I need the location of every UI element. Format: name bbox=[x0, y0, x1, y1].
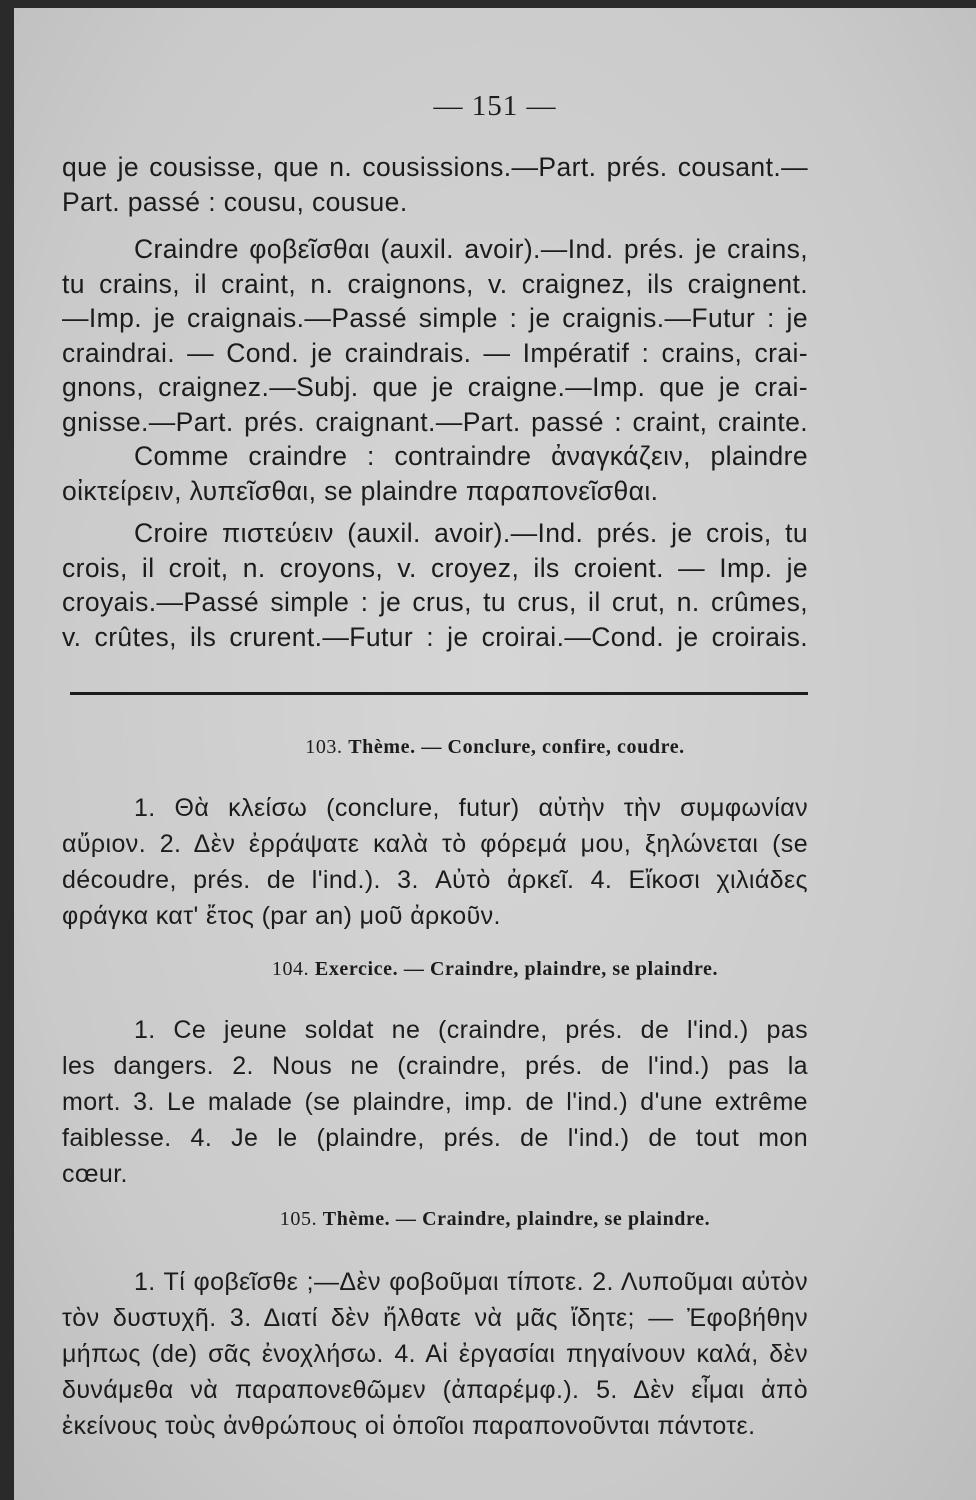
text-line: que je cousisse, que n. cousissions.—Part. prés. cousant.— bbox=[62, 152, 808, 182]
text-line: les dangers. 2. Nous ne (craindre, prés. de l'ind.) pas la bbox=[62, 1052, 808, 1080]
text-line: οἰκτείρειν, λυπεῖσθαι, se plaindre παραπονεῖσθαι. bbox=[62, 475, 659, 506]
section-104-body bbox=[62, 1012, 808, 1192]
croire-entry bbox=[62, 516, 808, 654]
text-line: craindrai. — Cond. je craindrais. — Impératif : crains, crai- bbox=[62, 337, 808, 368]
section-title: — Craindre, plaindre, se plaindre. bbox=[403, 958, 719, 980]
text-line: tu crains, il craint, n. craignons, v. craignez, ils craignent. bbox=[62, 268, 808, 299]
section-title: — Craindre, plaindre, se plaindre. bbox=[395, 1208, 711, 1230]
page-number: — 151 — bbox=[433, 90, 557, 122]
text-line: Craindre φοβεῖσθαι (auxil. avoir).—Ind. prés. je crains, bbox=[134, 234, 808, 264]
text-line: 1. Θὰ κλείσω (conclure, futur) αὐτὴν τὴν συμφωνίαν bbox=[134, 794, 808, 822]
text-line: —Imp. je craignais.—Passé simple : je craignis.—Futur : je bbox=[62, 303, 808, 333]
text-line: 1. Τί φοβεῖσθε ;—Δὲν φοβοῦμαι τίποτε. 2. Λυποῦμαι αὐτὸν bbox=[134, 1268, 808, 1296]
text-line: φράγκα κατ' ἔτος (par an) μοῦ ἀρκοῦν. bbox=[62, 902, 501, 930]
text-line: crois, il croit, n. croyons, v. croyez, ils croient. — Imp. je bbox=[62, 552, 808, 583]
text-line: mort. 3. Le malade (se plaindre, imp. de l'ind.) d'une extrême bbox=[62, 1088, 808, 1116]
text-line: Croire πιστεύειν (auxil. avoir).—Ind. prés. je crois, tu bbox=[134, 518, 808, 548]
text-line: Part. passé : cousu, cousue. bbox=[62, 186, 408, 217]
section-number: 103. bbox=[305, 736, 343, 758]
section-105-heading bbox=[14, 1208, 976, 1231]
text-line: 1. Ce jeune soldat ne (craindre, prés. de l'ind.) pas bbox=[134, 1016, 808, 1044]
text-line: αὔριον. 2. Δὲν ἐρράψατε καλὰ τὸ φόρεμά μου, ξηλώνεται (se bbox=[62, 830, 808, 858]
text-line: τὸν δυστυχῆ. 3. Διατί δὲν ἤλθατε νὰ μᾶς ἴδητε; — Ἐφοβήθην bbox=[62, 1304, 808, 1332]
section-number: 104. bbox=[271, 958, 310, 980]
text-line: cœur. bbox=[62, 1160, 128, 1188]
craindre-entry bbox=[62, 232, 808, 508]
continuation-paragraph bbox=[62, 150, 808, 219]
section-title: — Conclure, confire, coudre. bbox=[421, 736, 685, 758]
text-line: faiblesse. 4. Je le (plaindre, prés. de l'ind.) de tout mon bbox=[62, 1124, 808, 1152]
section-103-heading bbox=[14, 736, 976, 759]
text-line: μήπως (de) σᾶς ἐνοχλήσω. 4. Αἱ ἐργασίαι πηγαίνουν καλά, δὲν bbox=[62, 1340, 808, 1368]
text-line: gnons, craignez.—Subj. que je craigne.—Imp. que je crai- bbox=[62, 372, 808, 402]
text-line: δυνάμεθα νὰ παραπονεθῶμεν (ἀπαρέμφ.). 5. Δὲν εἶμαι ἀπὸ bbox=[62, 1376, 808, 1404]
section-kind: Thème. bbox=[348, 736, 416, 758]
section-104-heading bbox=[14, 958, 976, 981]
section-divider bbox=[70, 692, 808, 695]
section-105-body bbox=[62, 1264, 808, 1444]
text-line: croyais.—Passé simple : je crus, tu crus, il crut, n. crûmes, bbox=[62, 587, 808, 617]
section-103-body bbox=[62, 790, 808, 934]
section-kind: Exercice. bbox=[314, 958, 399, 980]
section-kind: Thème. bbox=[322, 1208, 391, 1230]
text-line: ἐκείνους τοὺς ἀνθρώπους οἱ ὁποῖοι παραπονοῦνται πάντοτε. bbox=[62, 1412, 756, 1440]
book-page bbox=[14, 8, 976, 1500]
text-line: gnisse.—Part. prés. craignant.—Part. passé : craint, crainte. bbox=[62, 406, 808, 437]
section-number: 105. bbox=[279, 1208, 318, 1230]
text-line: découdre, prés. de l'ind.). 3. Αὐτὸ ἀρκεῖ. 4. Εἴκοσι χιλιάδες bbox=[62, 866, 808, 894]
text-line: Comme craindre : contraindre ἀναγκάζειν, plaindre bbox=[134, 441, 808, 471]
text-line: v. crûtes, ils crurent.—Futur : je croirai.—Cond. je croirais. bbox=[62, 621, 808, 652]
